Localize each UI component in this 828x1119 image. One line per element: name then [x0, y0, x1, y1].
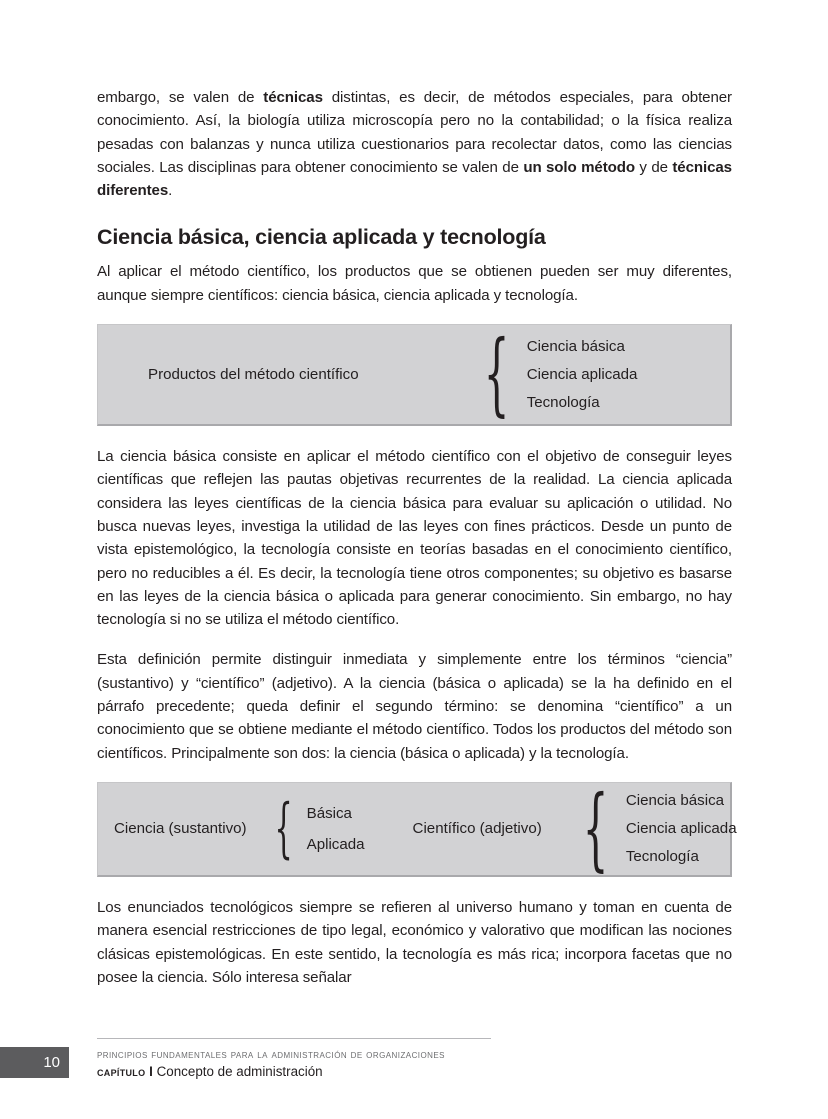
- paragraph-1-run-6: .: [168, 182, 173, 200]
- diagram-1-item: Tecnología: [526, 393, 600, 411]
- paragraph-intro: Al aplicar el método científico, los productos que se obtienen pueden ser muy diferentes, aunque siempre científicos: ciencia básica, ciencia aplicada y tecnología.: [97, 263, 732, 304]
- chapter-title: Concepto de administración: [156, 1064, 323, 1079]
- curly-brace-icon: {: [483, 321, 510, 427]
- paragraph-1-run-2: distintas, es decir, de métodos especiales, para obtener conocimiento. Así, la biología utiliza microscopía pero no la contabilidad; o la física realiza pesadas con balanzas y nunca utiliza cuestionarios para recolectar datos, como las ciencias sociales. Las disciplinas para obtener conocimiento se valen de: [97, 89, 732, 176]
- diagram-1-item: Ciencia básica: [526, 337, 625, 355]
- curly-brace-icon: {: [273, 790, 293, 866]
- diagram-2-group-1-item: Aplicada: [306, 835, 365, 853]
- diagram-2-group-2-items: [626, 787, 737, 871]
- diagram-2-group-2-item: Ciencia aplicada: [625, 819, 737, 837]
- curly-brace-icon: {: [582, 776, 609, 882]
- diagram-1-items: [527, 333, 638, 417]
- paragraph-1-run-4: y de: [634, 158, 673, 176]
- paragraph-enunciados: Los enunciados tecnológicos siempre se refieren al universo humano y toman en cuenta de manera esencial restricciones de tipo legal, económico y valorativo que modifican las nociones clásicas epistemológicas. En este sentido, la tecnología es más rica; incorpora facetas que no posee la ciencia. Sólo interesa señalar: [97, 898, 732, 986]
- diagram-1-item: Ciencia aplicada: [526, 365, 638, 383]
- diagram-2-group-1-label: Ciencia (sustantivo): [114, 820, 247, 838]
- diagram-2-group-2-brace-group: [572, 776, 737, 882]
- running-head-book-title: principios fundamentales para la administración de organizaciones: [97, 1049, 445, 1061]
- paragraph-continuation: [97, 86, 732, 202]
- paragraph-1-run-0: embargo, se valen de: [97, 89, 264, 106]
- diagram-ciencia-cientifico-box: [97, 776, 737, 882]
- page-number: 10: [43, 1054, 60, 1071]
- diagram-2-group-1-items: [307, 798, 365, 860]
- diagram-2-group-1-brace-group: [267, 790, 365, 866]
- page-content: [97, 86, 737, 1006]
- paragraph-definicion: Esta definición permite distinguir inmediata y simplemente entre los términos “ciencia” (sustantivo) y “científico” (adjetivo). A la ciencia (básica o aplicada) se la ha definido en el párrafo precedente; queda definir el segundo término: se denomina “científico” a un conocimiento que se obtiene mediante el método científico. Todos los productos del método son científicos. Principalmente son dos: la ciencia (básica o aplicada) y la tecnología.: [97, 651, 732, 762]
- chapter-number: I: [149, 1064, 153, 1079]
- diagram-2-group-1-item: Básica: [306, 804, 352, 822]
- chapter-word: capítulo: [97, 1064, 146, 1079]
- paragraph-1-run-1: técnicas: [263, 89, 323, 106]
- diagram-2-group-2-item: Tecnología: [625, 847, 699, 865]
- paragraph-1-run-3: un solo método: [523, 158, 635, 176]
- paragraph-1-run-5: técnicas diferentes: [97, 158, 732, 200]
- section-heading: Ciencia básica, ciencia aplicada y tecnología: [97, 225, 546, 250]
- running-head-chapter: [97, 1063, 597, 1080]
- footer-divider: [97, 1038, 491, 1039]
- diagram-2-group-2-item: Ciencia básica: [625, 791, 725, 809]
- page-number-badge: [0, 1047, 69, 1078]
- running-head: [97, 1048, 597, 1080]
- diagram-2-group-2-label: Científico (adjetivo): [412, 820, 542, 838]
- paragraph-ciencia-basica: La ciencia básica consiste en aplicar el método científico con el objetivo de conseguir leyes científicas que reflejen las pautas objetivas recurrentes de la realidad. La ciencia aplicada considera las leyes científicas de la ciencia básica para evaluar su aplicación o utilidad. No busca nuevas leyes, investiga la utilidad de las leyes con fines prácticos. Desde un punto de vista epistemológico, la tecnología consiste en teorías basadas en el conocimiento científico, pero no reducibles a él. Es decir, la tecnología tiene otros componentes; su objetivo es basarse en las leyes de la ciencia básica o aplicada para generar conocimiento. Sin embargo, no hay tecnología si no se utiliza el método científico.: [97, 448, 732, 629]
- diagram-1-label: Productos del método científico: [148, 366, 359, 384]
- diagram-products-box: [97, 321, 732, 427]
- page-footer: [0, 1038, 828, 1090]
- diagram-1-brace-group: [473, 321, 638, 427]
